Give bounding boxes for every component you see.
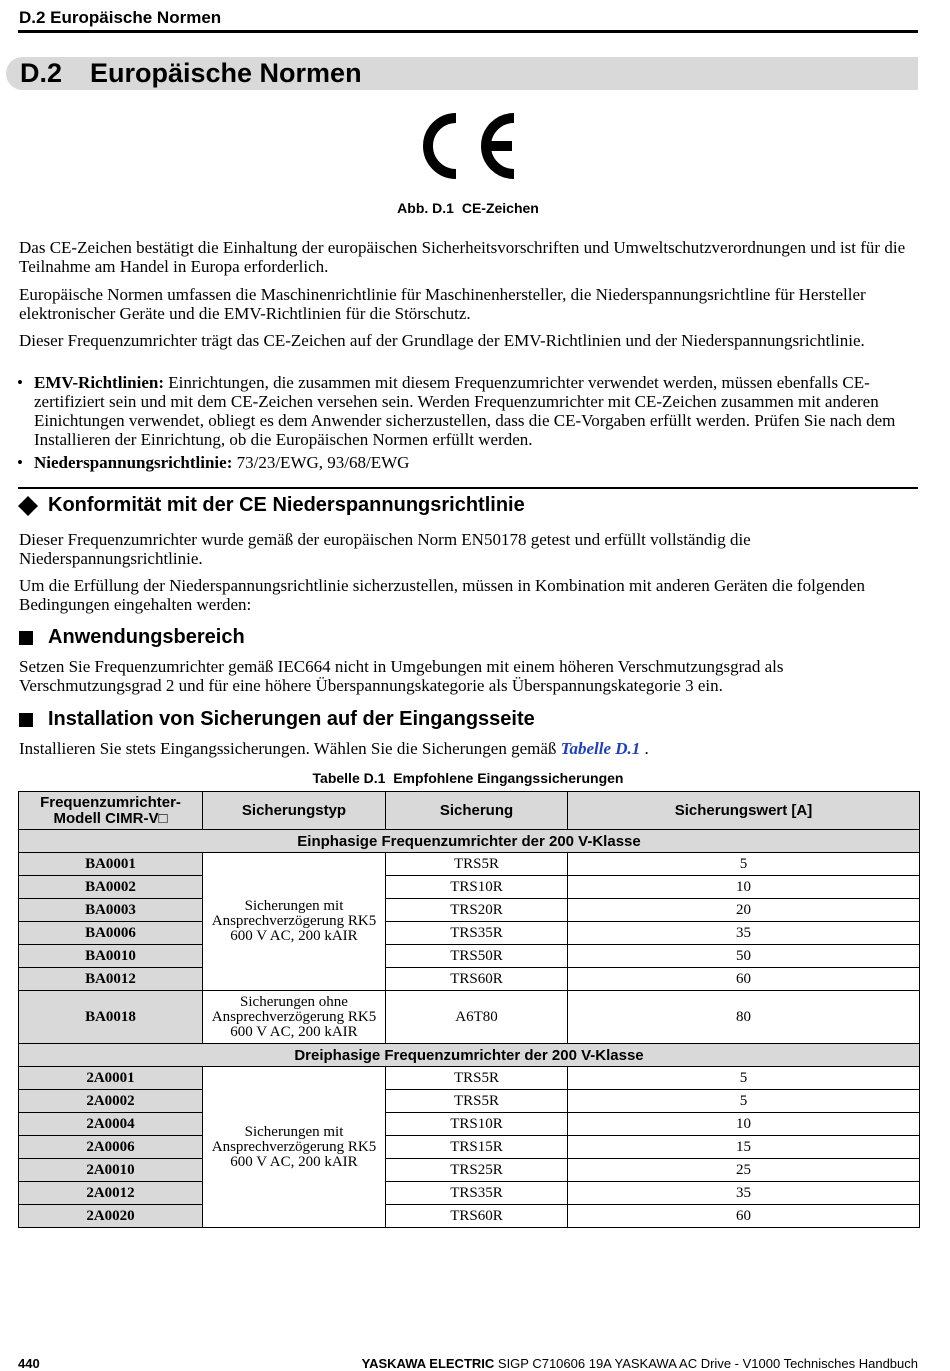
model-cell: BA0006 — [19, 922, 203, 945]
model-cell: BA0001 — [19, 853, 203, 876]
rating-cell: 25 — [568, 1159, 920, 1182]
model-cell: 2A0010 — [19, 1159, 203, 1182]
rating-cell: 5 — [568, 853, 920, 876]
table-row — [19, 1067, 920, 1090]
model-cell: BA0003 — [19, 899, 203, 922]
group-title: Dreiphasige Frequenzumrichter der 200 V-Klasse — [19, 1044, 920, 1067]
fuse-cell: TRS15R — [386, 1136, 568, 1159]
fuses-heading: Installation von Sicherungen auf der Eingangsseite — [48, 708, 535, 730]
model-cell: BA0012 — [19, 968, 203, 991]
table-row — [19, 1090, 920, 1113]
section-number: D.2 — [20, 58, 63, 88]
model-cell: BA0018 — [19, 991, 203, 1044]
header-rule — [18, 30, 918, 33]
section-rule — [18, 487, 918, 489]
ce-mark-icon — [416, 110, 520, 182]
fuse-type-cell — [203, 991, 386, 1044]
footer-document — [362, 1356, 918, 1371]
column-header: Sicherungswert [A] — [568, 792, 920, 830]
table-label: Tabelle D.1 — [312, 770, 386, 786]
conformity-paragraph-1: Dieser Frequenzumrichter wurde gemäß der europäischen Norm EN50178 getest und erfüllt vollständig die Niederspannungsrichtlinie. — [19, 530, 751, 568]
fuse-cell: TRS25R — [386, 1159, 568, 1182]
fuses-paragraph — [19, 739, 919, 758]
figure-caption — [0, 200, 936, 216]
rating-cell: 5 — [568, 1067, 920, 1090]
table-row — [19, 991, 920, 1044]
page-number: 440 — [18, 1356, 40, 1371]
table-row — [19, 876, 920, 899]
fuse-type-line: Ansprechverzögerung RK5 — [211, 1138, 377, 1155]
column-header: Sicherung — [386, 792, 568, 830]
fuse-type-line: 600 V AC, 200 kAIR — [230, 1153, 358, 1170]
model-cell: BA0010 — [19, 945, 203, 968]
running-header: D.2 Europäische Normen — [19, 8, 222, 27]
fuse-cell: TRS10R — [386, 1113, 568, 1136]
diamond-bullet-icon — [18, 496, 38, 516]
square-bullet-icon — [19, 631, 33, 645]
rating-cell: 60 — [568, 968, 920, 991]
conformity-heading: Konformität mit der CE Niederspannungsrichtlinie — [48, 494, 525, 516]
table-row — [19, 853, 920, 876]
conformity-paragraph-2: Um die Erfüllung der Niederspannungsrichtlinie sicherzustellen, müssen in Kombination mit anderen Geräten die folgenden Bedingungen eingehalten werden: — [19, 576, 865, 614]
fuse-cell: TRS20R — [386, 899, 568, 922]
table-row — [19, 1205, 920, 1228]
model-cell: 2A0006 — [19, 1136, 203, 1159]
model-cell: BA0002 — [19, 876, 203, 899]
square-bullet-icon — [19, 713, 33, 727]
section-title: Europäische Normen — [90, 58, 362, 88]
fuse-cell: TRS5R — [386, 1067, 568, 1090]
rating-cell: 35 — [568, 922, 920, 945]
fuse-cell: TRS35R — [386, 1182, 568, 1205]
column-header: Sicherungstyp — [203, 792, 386, 830]
table-caption — [0, 770, 936, 786]
fuse-type-line: Ansprechverzögerung RK5 — [211, 913, 377, 929]
fuse-type-line: Sicherungen mit — [244, 898, 344, 914]
bullet-low-voltage — [34, 453, 919, 472]
fuse-cell: TRS60R — [386, 968, 568, 991]
table-row — [19, 899, 920, 922]
fuse-type-line: Sicherungen mit — [244, 1123, 344, 1140]
scope-paragraph: Setzen Sie Frequenzumrichter gemäß IEC664 nicht in Umgebungen mit einem höheren Verschmutzungsgrad als Verschmutzungsgrad 2 und für eine höhere Überspannungskategorie als Überspannungskategorie 3 ein. — [19, 657, 784, 695]
table-reference-link[interactable]: Tabelle D.1 — [560, 739, 641, 758]
bullet-dot: • — [17, 373, 23, 392]
fuse-cell: TRS5R — [386, 853, 568, 876]
group-title: Einphasige Frequenzumrichter der 200 V-Klasse — [19, 830, 920, 853]
table-row — [19, 968, 920, 991]
bullet-text: 73/23/EWG, 93/68/EWG — [232, 453, 410, 472]
fuse-cell: TRS35R — [386, 922, 568, 945]
bullet-emv — [34, 373, 919, 449]
intro-paragraph-2: Europäische Normen umfassen die Maschinenrichtlinie für Maschinenhersteller, die Niederspannungsrichtline für Hersteller elektronischer Geräte und die EMV-Richtlinien für die Störschutz. — [19, 285, 866, 323]
bullet-term: EMV-Richtlinien: — [34, 373, 165, 392]
rating-cell: 35 — [568, 1182, 920, 1205]
fuse-type-cell — [203, 1067, 386, 1228]
footer-doc-title: SIGP C710606 19A YASKAWA AC Drive - V1000 Technisches Handbuch — [494, 1356, 918, 1371]
fuse-table — [18, 791, 920, 1228]
fuses-text-end: . — [640, 739, 649, 758]
fuse-cell: TRS10R — [386, 876, 568, 899]
rating-cell: 10 — [568, 876, 920, 899]
bullet-dot: • — [17, 453, 23, 472]
bullet-text: Einrichtungen, die zusammen mit diesem Frequenzumrichter verwendet werden, müssen ebenfalls CE-zertifiziert sein und mit dem CE-Zeichen versehen sein. Werden Frequenzumrichter mit CE-Zeichen zusammen mit anderen Einichtungen verwendet, obliegt es dem Anwender sicherzustellen, dass die CE-Vorgaben erfüllt werden. Prüfen Sie nach dem Installieren der Einrichtung, ob die Europäischen Normen erfüllt werden. — [34, 373, 896, 449]
rating-cell: 20 — [568, 899, 920, 922]
fuse-type-line: 600 V AC, 200 kAIR — [230, 928, 358, 944]
table-row — [19, 1136, 920, 1159]
footer-brand: YASKAWA ELECTRIC — [361, 1356, 495, 1371]
column-header: Frequenzumrichter-Modell CIMR-V□ — [19, 792, 203, 830]
table-group-row — [19, 1044, 920, 1067]
table-group-row — [19, 830, 920, 853]
fuse-cell: TRS60R — [386, 1205, 568, 1228]
table-row — [19, 1182, 920, 1205]
rating-cell: 60 — [568, 1205, 920, 1228]
fuse-cell: TRS5R — [386, 1090, 568, 1113]
intro-paragraph-1: Das CE-Zeichen bestätigt die Einhaltung der europäischen Sicherheitsvorschriften und Umweltschutzverordnungen und ist für die Teilnahme am Handel in Europa erforderlich. — [19, 238, 906, 276]
intro-paragraph-3: Dieser Frequenzumrichter trägt das CE-Zeichen auf der Grundlage der EMV-Richtlinien und der Niederspannungsrichtlinie. — [19, 331, 865, 350]
rating-cell: 80 — [568, 991, 920, 1044]
scope-heading: Anwendungsbereich — [48, 626, 245, 648]
table-caption-text: Empfohlene Eingangssicherungen — [393, 770, 624, 786]
fuse-type-line: 600 V AC, 200 kAIR — [230, 1023, 358, 1040]
fuse-type-cell — [203, 853, 386, 991]
model-cell: 2A0004 — [19, 1113, 203, 1136]
rating-cell: 5 — [568, 1090, 920, 1113]
model-cell: 2A0012 — [19, 1182, 203, 1205]
bullet-term: Niederspannungsrichtlinie: — [34, 453, 233, 472]
rating-cell: 50 — [568, 945, 920, 968]
fuses-text: Installieren Sie stets Eingangssicherungen. Wählen Sie die Sicherungen gemäß — [19, 739, 561, 758]
table-row — [19, 1113, 920, 1136]
model-cell: 2A0002 — [19, 1090, 203, 1113]
table-row — [19, 922, 920, 945]
model-cell: 2A0001 — [19, 1067, 203, 1090]
fuse-cell: TRS50R — [386, 945, 568, 968]
table-row — [19, 945, 920, 968]
rating-cell: 10 — [568, 1113, 920, 1136]
fuse-type-line: Ansprechverzögerung RK5 — [211, 1008, 377, 1025]
figure-caption-text: CE-Zeichen — [461, 200, 539, 216]
fuse-type-line: Sicherungen ohne — [240, 993, 348, 1010]
rating-cell: 15 — [568, 1136, 920, 1159]
table-row — [19, 1159, 920, 1182]
figure-label: Abb. D.1 — [397, 200, 454, 216]
fuse-cell: A6T80 — [386, 991, 568, 1044]
model-cell: 2A0020 — [19, 1205, 203, 1228]
